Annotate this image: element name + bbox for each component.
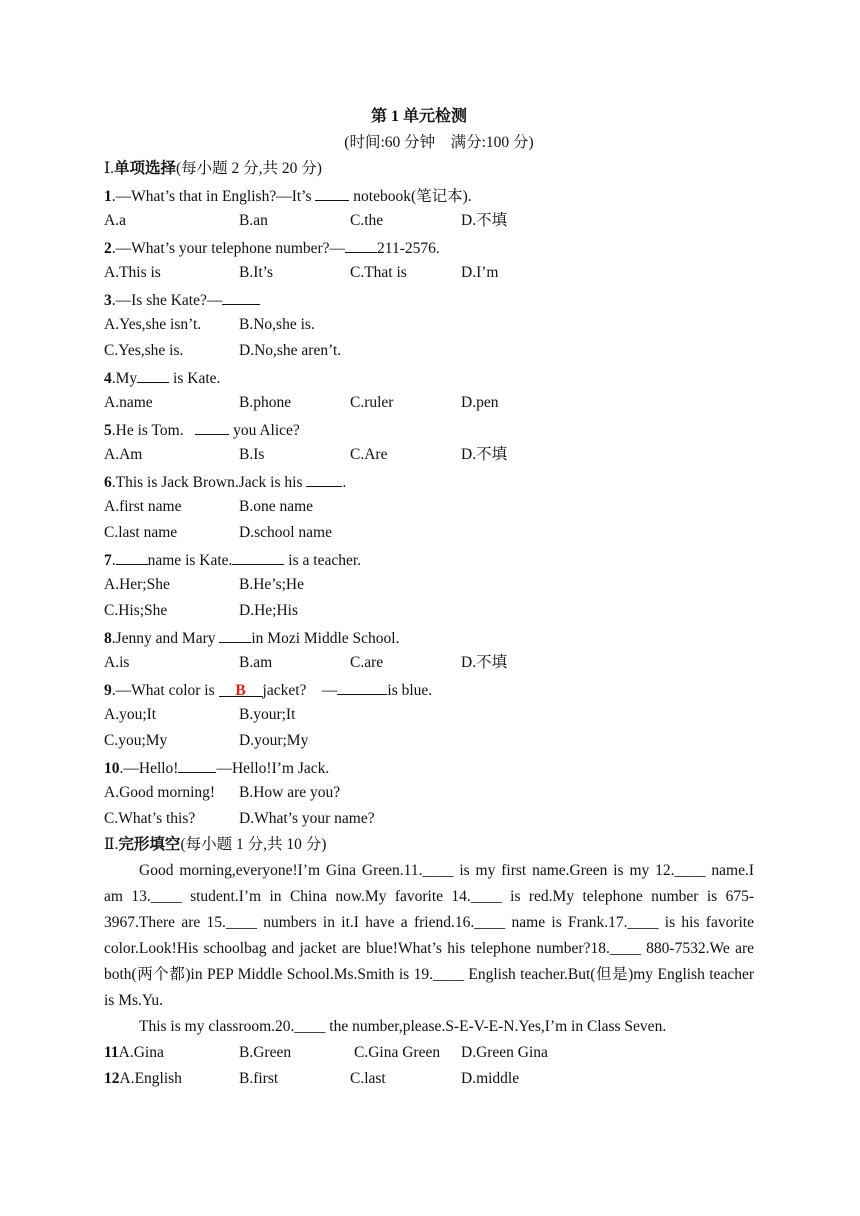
option-c[interactable]: C.That is <box>350 264 407 281</box>
section-name: 完形填空 <box>118 836 181 853</box>
answer-blank[interactable] <box>232 546 284 565</box>
question-number: 3 <box>104 292 112 309</box>
option-a[interactable]: A.Her;She <box>104 576 170 593</box>
option-b[interactable]: B.How are you? <box>239 784 341 801</box>
option-d[interactable]: D.He;His <box>239 602 298 619</box>
option-b[interactable]: B.It’s <box>239 264 274 281</box>
question-number: 10 <box>104 760 120 777</box>
cloze-option-d[interactable]: D.middle <box>461 1070 520 1087</box>
question-text: .This is Jack Brown.Jack is his <box>111 474 307 491</box>
question-number: 6 <box>104 474 112 491</box>
section-note: (每小题 1 分,共 10 分) <box>180 836 327 853</box>
question-number: 12 <box>104 1070 120 1087</box>
section-note: (每小题 2 分,共 20 分) <box>176 160 322 177</box>
options-row <box>104 260 754 286</box>
options-row <box>104 520 754 546</box>
question-text: .—What’s your telephone number?— <box>111 240 346 257</box>
question-2 <box>104 234 754 260</box>
options-row <box>104 338 754 364</box>
option-d[interactable]: D.No,she aren’t. <box>239 342 342 359</box>
option-b[interactable]: B.am <box>239 654 273 671</box>
question-text: .My <box>111 370 138 387</box>
question-number: 8 <box>104 630 112 647</box>
option-d[interactable]: D.不填 <box>461 446 508 463</box>
cloze-question-11 <box>104 1040 754 1066</box>
option-b[interactable]: B.one name <box>239 498 314 515</box>
cloze-question-12 <box>104 1066 754 1092</box>
answer-blank[interactable] <box>222 286 260 305</box>
answer-blank[interactable] <box>137 364 169 383</box>
question-text: notebook(笔记本). <box>349 188 472 205</box>
option-b[interactable]: B.No,she is. <box>239 316 315 333</box>
options-row <box>104 702 754 728</box>
options-row <box>104 312 754 338</box>
question-10 <box>104 754 754 780</box>
option-b[interactable]: B.He’s;He <box>239 576 305 593</box>
question-text: name is Kate. <box>147 552 233 569</box>
option-a[interactable]: A.is <box>104 654 130 671</box>
option-c[interactable]: C.Yes,she is. <box>104 342 184 359</box>
options-row <box>104 442 754 468</box>
question-text: you Alice? <box>229 422 300 439</box>
option-a[interactable]: A.Am <box>104 446 143 463</box>
option-c[interactable]: C.you;My <box>104 732 168 749</box>
question-1 <box>104 182 754 208</box>
options-row <box>104 728 754 754</box>
options-row <box>104 598 754 624</box>
page-subtitle: (时间:60 分钟 满分:100 分) <box>344 134 534 151</box>
question-text: .He is Tom. <box>111 422 196 439</box>
answer-blank[interactable] <box>116 546 148 565</box>
option-d[interactable]: D.school name <box>239 524 332 541</box>
options-row <box>104 806 754 832</box>
option-d[interactable]: D.不填 <box>461 654 508 671</box>
option-b[interactable]: B.your;It <box>239 706 296 723</box>
cloze-question-list <box>104 1040 754 1092</box>
answer-blank[interactable] <box>337 676 387 695</box>
options-row <box>104 208 754 234</box>
option-b[interactable]: B.an <box>239 212 268 229</box>
page-title: 第 1 单元检测 <box>370 108 467 125</box>
option-a[interactable]: A.name <box>104 394 153 411</box>
question-5 <box>104 416 754 442</box>
options-row <box>104 390 754 416</box>
question-text: .—What’s that in English?—It’s <box>111 188 316 205</box>
passage-paragraph: This is my classroom.20.____ the number,please.S-E-V-E-N.Yes,I’m in Class Seven. <box>139 1018 667 1035</box>
question-text: . <box>111 552 116 569</box>
options-row <box>104 494 754 520</box>
question-text: is Kate. <box>169 370 221 387</box>
option-c[interactable]: C.His;She <box>104 602 168 619</box>
question-number: 7 <box>104 552 112 569</box>
cloze-option-b[interactable]: B.Green <box>239 1044 292 1061</box>
question-number: 9 <box>104 682 112 699</box>
question-text: is a teacher. <box>284 552 362 569</box>
option-d[interactable]: D.不填 <box>461 212 508 229</box>
option-b[interactable]: B.Is <box>239 446 265 463</box>
section-roman: Ⅱ. <box>104 836 119 853</box>
question-number: 5 <box>104 422 112 439</box>
option-c[interactable]: C.are <box>350 654 384 671</box>
option-c[interactable]: C.the <box>350 212 384 229</box>
option-b[interactable]: B.phone <box>239 394 292 411</box>
option-d[interactable]: D.What’s your name? <box>239 810 375 827</box>
question-7 <box>104 546 754 572</box>
option-a[interactable]: A.first name <box>104 498 182 515</box>
option-a[interactable]: A.Good morning! <box>104 784 216 801</box>
options-row <box>104 650 754 676</box>
section-name: 单项选择 <box>114 160 177 177</box>
option-c[interactable]: C.Are <box>350 446 388 463</box>
section-roman: Ⅰ. <box>104 160 114 177</box>
question-text: .—Hello! <box>119 760 179 777</box>
options-row <box>104 572 754 598</box>
option-d[interactable]: D.pen <box>461 394 499 411</box>
cloze-passage <box>104 858 754 1040</box>
passage-paragraph: Good morning,everyone!I’m Gina Green.11.____ is my first name.Green is my 12.____ name.I am 13.____ student.I’m in China now.My favorite 14.____ is red.My telephone number is 675-3967.There are 15.____ numbers in it.I have a friend.16.____ name is Frank.17.____ is his favorite color.Look!His schoolbag and jacket are blue!What’s his telephone number?18.____ 880-7532.We are both(两个都)in PEP Middle School.Ms.Smith is 19.____ English teacher.But(但是)my English teacher is Ms.Yu. <box>104 862 754 1009</box>
answer-blank[interactable]: B <box>219 678 263 697</box>
cloze-option-c[interactable]: C.Gina Green <box>354 1044 441 1061</box>
question-6 <box>104 468 754 494</box>
question-number: 2 <box>104 240 112 257</box>
question-4 <box>104 364 754 390</box>
options-row <box>104 780 754 806</box>
cloze-option-d[interactable]: D.Green Gina <box>461 1044 548 1061</box>
question-number: 11 <box>104 1044 119 1061</box>
question-number: 1 <box>104 188 112 205</box>
question-text: .—What color is <box>111 682 219 699</box>
question-text: .—Is she Kate?— <box>111 292 223 309</box>
question-3 <box>104 286 754 312</box>
cloze-option-a[interactable] <box>104 1040 164 1066</box>
cloze-option-a[interactable] <box>104 1066 182 1092</box>
option-d[interactable]: D.I’m <box>461 264 499 281</box>
section-heading-1 <box>104 156 754 182</box>
answer-blank[interactable] <box>195 416 229 435</box>
question-text: in Mozi Middle School. <box>251 630 400 647</box>
answer-blank[interactable] <box>345 234 377 253</box>
option-a[interactable]: A.This is <box>104 264 161 281</box>
answer-blank[interactable] <box>306 468 342 487</box>
question-8 <box>104 624 754 650</box>
question-text: jacket? — <box>262 682 338 699</box>
option-d[interactable]: D.your;My <box>239 732 309 749</box>
option-c[interactable]: C.What’s this? <box>104 810 196 827</box>
option-a[interactable]: A.a <box>104 212 126 229</box>
option-text: A.English <box>119 1070 182 1087</box>
exam-page <box>104 104 754 1092</box>
question-text: —Hello!I’m Jack. <box>216 760 330 777</box>
question-text: .Jenny and Mary <box>111 630 220 647</box>
answer-blank[interactable] <box>178 754 216 773</box>
question-number: 4 <box>104 370 112 387</box>
option-c[interactable]: C.last name <box>104 524 178 541</box>
question-9 <box>104 676 754 702</box>
question-text: is blue. <box>387 682 433 699</box>
question-list <box>104 182 754 832</box>
answer-blank[interactable] <box>219 624 251 643</box>
answer-blank[interactable] <box>315 182 349 201</box>
option-a[interactable]: A.Yes,she isn’t. <box>104 316 202 333</box>
question-text: 211-2576. <box>377 240 440 257</box>
question-text: . <box>342 474 347 491</box>
option-a[interactable]: A.you;It <box>104 706 157 723</box>
cloze-option-c[interactable]: C.last <box>350 1070 386 1087</box>
section-heading-2 <box>104 832 754 858</box>
cloze-option-b[interactable]: B.first <box>239 1070 279 1087</box>
option-text: A.Gina <box>118 1044 164 1061</box>
option-c[interactable]: C.ruler <box>350 394 394 411</box>
